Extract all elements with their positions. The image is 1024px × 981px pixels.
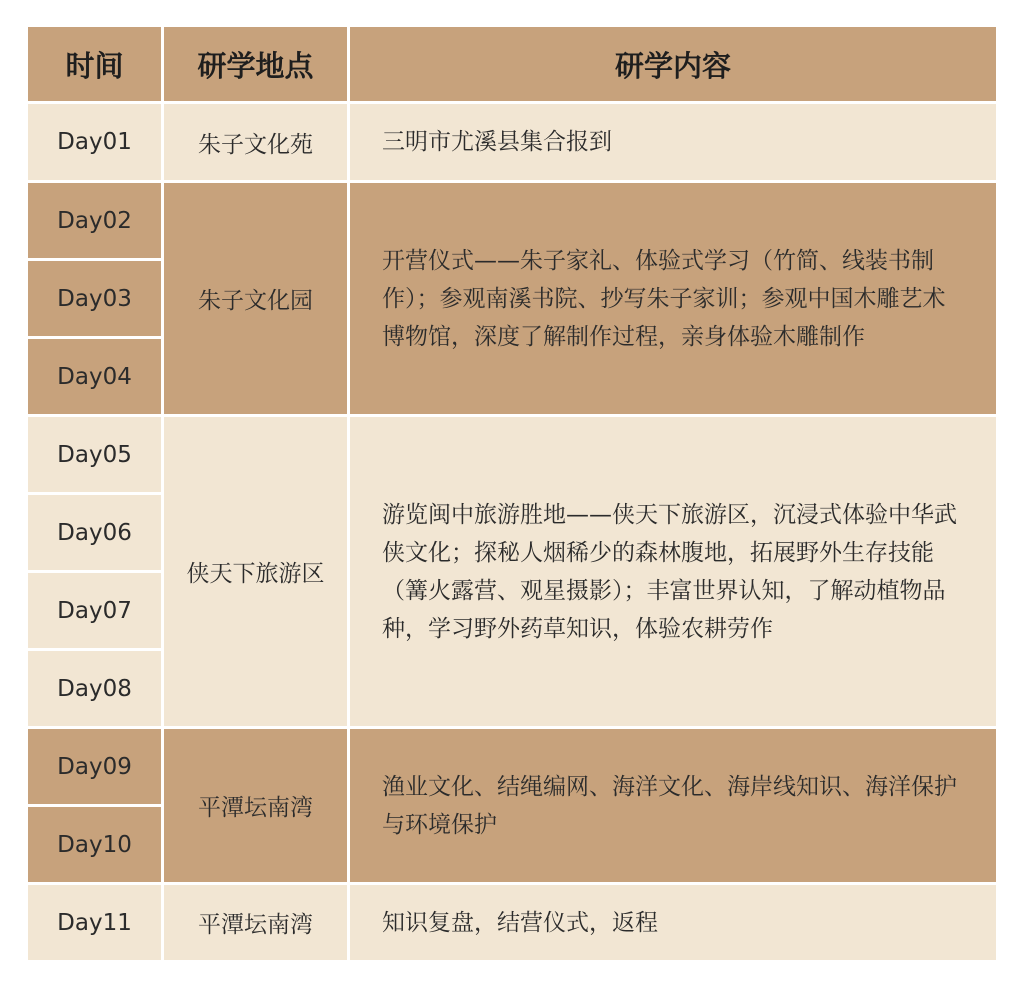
itinerary-table bbox=[28, 27, 996, 947]
content-cell: 三明市尤溪县集合报到 bbox=[350, 104, 996, 180]
day-cell: Day02 bbox=[28, 183, 161, 258]
content-cell: 渔业文化、结绳编网、海洋文化、海岸线知识、海洋保护与环境保护 bbox=[350, 729, 996, 882]
day-cell: Day08 bbox=[28, 651, 161, 726]
day-cell: Day05 bbox=[28, 417, 161, 492]
place-cell: 平潭坛南湾 bbox=[164, 729, 347, 882]
day-cell: Day09 bbox=[28, 729, 161, 804]
day-cell: Day04 bbox=[28, 339, 161, 414]
place-cell: 朱子文化苑 bbox=[164, 104, 347, 180]
day-cell: Day10 bbox=[28, 807, 161, 882]
content-cell: 知识复盘，结营仪式，返程 bbox=[350, 885, 996, 960]
day-cell: Day06 bbox=[28, 495, 161, 570]
day-cell: Day03 bbox=[28, 261, 161, 336]
day-cell: Day11 bbox=[28, 885, 161, 960]
place-cell: 朱子文化园 bbox=[164, 183, 347, 414]
place-cell: 侠天下旅游区 bbox=[164, 417, 347, 726]
content-cell: 开营仪式——朱子家礼、体验式学习（竹简、线装书制作）；参观南溪书院、抄写朱子家训；参观中国木雕艺术博物馆，深度了解制作过程，亲身体验木雕制作 bbox=[350, 183, 996, 414]
header-place: 研学地点 bbox=[164, 27, 347, 101]
content-cell: 游览闽中旅游胜地——侠天下旅游区，沉浸式体验中华武侠文化；探秘人烟稀少的森林腹地，拓展野外生存技能（篝火露营、观星摄影）；丰富世界认知，了解动植物品种，学习野外药草知识，体验农耕劳作 bbox=[350, 417, 996, 726]
day-cell: Day07 bbox=[28, 573, 161, 648]
place-cell: 平潭坛南湾 bbox=[164, 885, 347, 960]
day-cell: Day01 bbox=[28, 104, 161, 180]
header-time: 时间 bbox=[28, 27, 161, 101]
header-content: 研学内容 bbox=[350, 27, 996, 101]
